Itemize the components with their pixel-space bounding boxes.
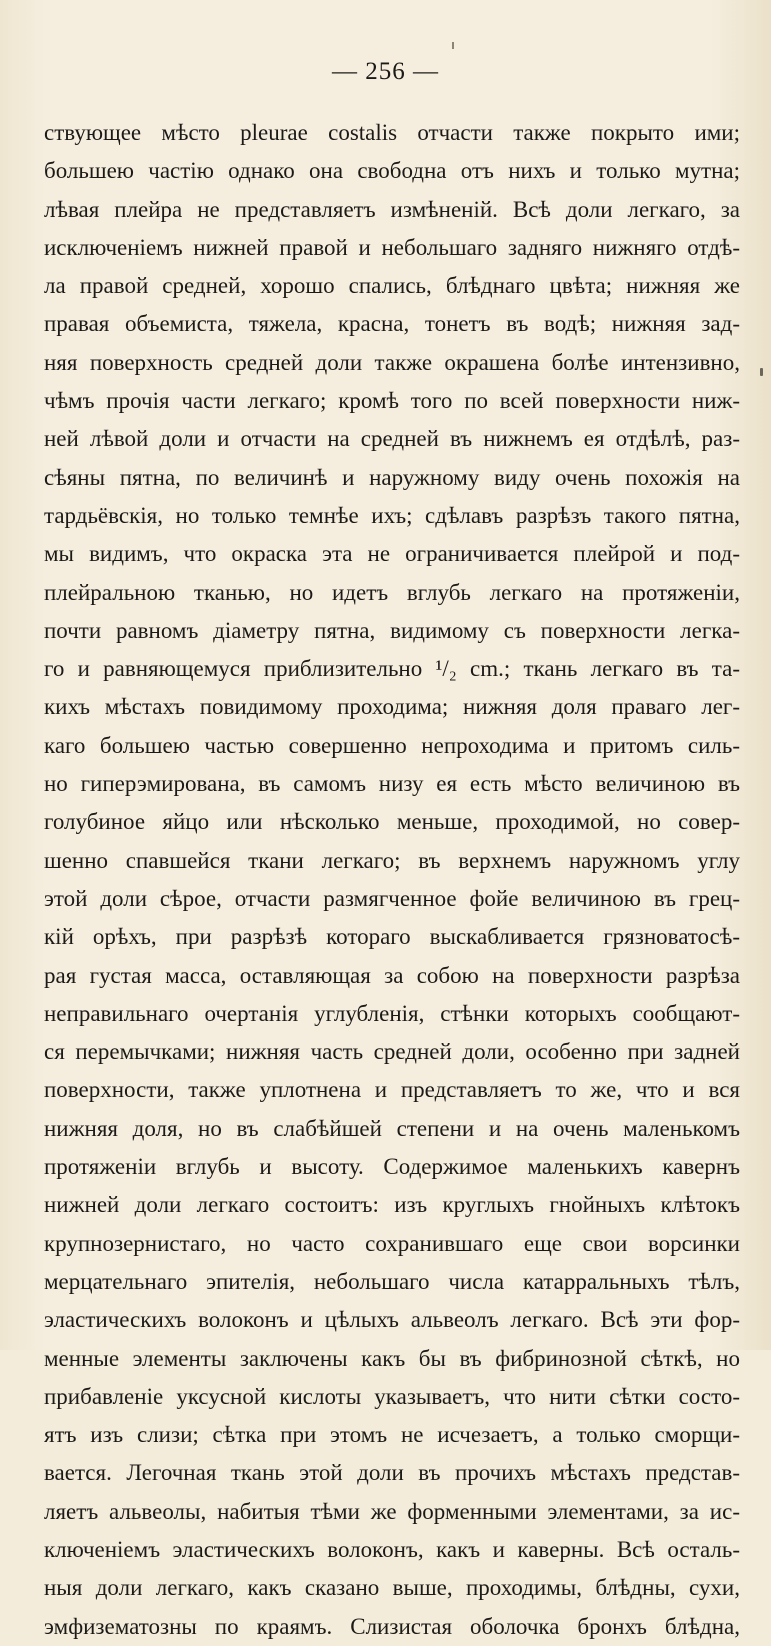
text-line: мы видимъ, что окраска эта не ограничивается плейрой и под-	[44, 541, 740, 567]
text-line: ляетъ альвеолы, набитыя тѣми же форменными элементами, за ис-	[44, 1498, 740, 1524]
text-line: прибавленіе уксусной кислоты указываетъ, что нити сѣтки состо-	[44, 1383, 740, 1409]
text-line: вается. Легочная ткань этой доли въ прочихъ мѣстахъ представ-	[44, 1460, 740, 1486]
text-line: крупнозернистаго, но часто сохранившаго еще свои ворсинки	[44, 1230, 740, 1256]
text-line: ключеніемъ эластическихъ волоконъ, какъ и каверны. Всѣ осталь-	[44, 1536, 740, 1562]
text-line: правая объемиста, тяжела, красна, тонетъ въ водѣ; нижняя зад-	[44, 311, 740, 337]
text-line: плейральною тканью, но идетъ вглубь легкаго на протяженіи,	[44, 579, 740, 605]
text-line: лѣвая плейра не представляетъ измѣненій. Всѣ доли легкаго, за	[44, 196, 740, 222]
text-line: го и равняющемуся приблизительно ¹/₂ cm.; ткань легкаго въ та-	[44, 656, 740, 682]
text-line: чѣмъ прочія части легкаго; кромѣ того по всей поверхности ниж-	[44, 388, 740, 414]
text-line: голубиное яйцо или нѣсколько меньше, проходимой, но совер-	[44, 809, 740, 835]
text-line: мерцательнаго эпителія, небольшаго числа катарральныхъ тѣлъ,	[44, 1268, 740, 1294]
text-line: этой доли сѣрое, отчасти размягченное фойе величиною въ грец-	[44, 885, 740, 911]
text-line: шенно спавшейся ткани легкаго; въ верхнемъ наружномъ углу	[44, 847, 740, 873]
text-line: ствующее мѣсто pleurae costalis отчасти также покрыто ими;	[44, 120, 740, 145]
text-line: большею частію однако она свободна отъ нихъ и только мутна;	[44, 158, 740, 184]
text-line: почти равномъ діаметру пятна, видимому съ поверхности легка-	[44, 617, 740, 643]
body-text	[44, 114, 740, 1646]
text-line: но гиперэмирована, въ самомъ низу ея есть мѣсто величиною въ	[44, 771, 740, 797]
text-line: кій орѣхъ, при разрѣзѣ котораго выскабливается грязноватосѣ-	[44, 924, 740, 950]
text-line: протяженіи вглубь и высоту. Содержимое маленькихъ кавернъ	[44, 1154, 740, 1180]
text-line: эмфизематозны по краямъ. Слизистая оболочка бронхъ блѣдна,	[44, 1613, 740, 1639]
margin-mark	[760, 368, 763, 376]
text-line: неправильнаго очертанія углубленія, стѣнки которыхъ сообщают-	[44, 1000, 740, 1026]
text-line: няя поверхность средней доли также окрашена болѣе интензивно,	[44, 349, 740, 375]
page-number: — 256 —	[332, 58, 439, 85]
text-line: эластическихъ волоконъ и цѣлыхъ альвеолъ легкаго. Всѣ эти фор-	[44, 1307, 740, 1333]
text-line: тардьёвскія, но только темнѣе ихъ; сдѣлавъ разрѣзъ такого пятна,	[44, 502, 740, 528]
text-line: ятъ изъ слизи; сѣтка при этомъ не исчезаетъ, а только сморщи-	[44, 1422, 740, 1448]
text-line: ней лѣвой доли и отчасти на средней въ нижнемъ ея отдѣлѣ, раз-	[44, 426, 740, 452]
text-line: кихъ мѣстахъ повидимому проходима; нижняя доля праваго лег-	[44, 694, 740, 720]
text-line: ся перемычками; нижняя часть средней доли, особенно при задней	[44, 1039, 740, 1065]
text-line: ныя доли легкаго, какъ сказано выше, проходимы, блѣдны, сухи,	[44, 1575, 740, 1601]
print-mark	[452, 42, 454, 49]
text-line: ла правой средней, хорошо спались, блѣднаго цвѣта; нижняя же	[44, 273, 740, 299]
text-line: исключеніемъ нижней правой и небольшаго задняго нижняго отдѣ-	[44, 234, 740, 260]
text-line: нижняя доля, но въ слабѣйшей степени и на очень маленькомъ	[44, 1115, 740, 1141]
text-line: нижней доли легкаго состоитъ: изъ круглыхъ гнойныхъ клѣтокъ	[44, 1192, 740, 1218]
text-line: рая густая масса, оставляющая за собою на поверхности разрѣза	[44, 962, 740, 988]
text-line: менные элементы заключены какъ бы въ фибринозной сѣткѣ, но	[44, 1345, 740, 1371]
text-line: каго большею частью совершенно непроходима и притомъ силь-	[44, 732, 740, 758]
text-line: сѣяны пятна, по величинѣ и наружному виду очень похожія на	[44, 464, 740, 490]
text-line: поверхности, также уплотнена и представляетъ то же, что и вся	[44, 1077, 740, 1103]
